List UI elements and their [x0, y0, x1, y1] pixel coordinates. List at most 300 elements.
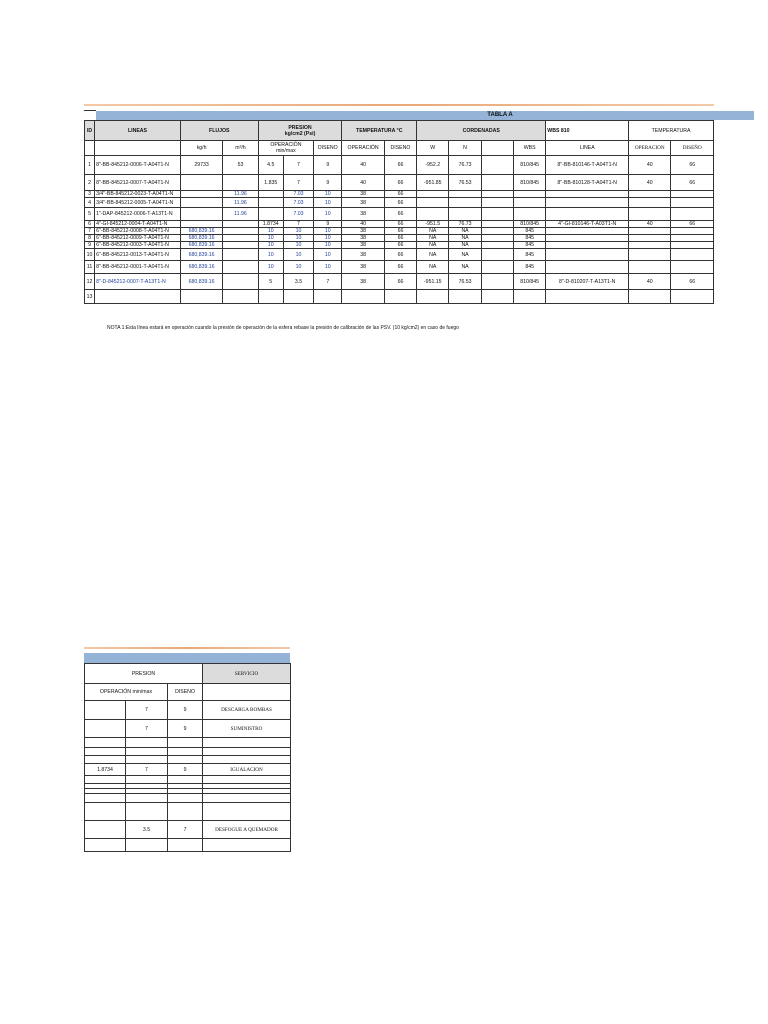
subheader-t-diseno: DISENO — [384, 141, 416, 156]
cell-pmin: 10 — [258, 261, 283, 274]
cell-id: 9 — [85, 242, 95, 249]
cell-top: 38 — [342, 228, 384, 235]
cell-linea2 — [546, 249, 629, 261]
cell-tdis: 66 — [384, 191, 416, 198]
cell-dis — [168, 738, 203, 748]
cell-blank — [481, 261, 513, 274]
cell-linea: 8"-BB-845212-0001-T-A04T1-N — [95, 261, 181, 274]
header-id: ID — [85, 121, 95, 141]
cell-tdis: 66 — [384, 249, 416, 261]
cell-linea2 — [546, 191, 629, 198]
cell-servicio: IGUALACION — [203, 764, 291, 776]
cell-pdis: 10 — [314, 191, 342, 198]
table-a-row — [85, 191, 714, 198]
table-b — [84, 663, 291, 852]
cell-blank — [481, 191, 513, 198]
table-b-row — [85, 748, 291, 756]
table-a-note: NOTA 1:Esta línea estará en operación cuando la presión de operación de la esfera rebase la presión de calibración de las PSV. (10 kg/cm2) en caso de fuego — [107, 325, 459, 331]
cell-tdis: 66 — [384, 156, 416, 175]
cell-w: -951.5 — [417, 221, 449, 228]
cell-min: 1.8734 — [85, 764, 126, 776]
cell-op2 — [629, 198, 671, 208]
header-presion: PRESION kg/cm2 (Psi) — [258, 121, 342, 141]
cell-w: NA — [417, 249, 449, 261]
cell-wbs — [514, 191, 546, 198]
cell-op2 — [629, 191, 671, 198]
cell-top: 38 — [342, 191, 384, 198]
cell-blank — [481, 274, 513, 290]
cell-kgh: 680,839.16 — [180, 228, 222, 235]
cell-m3h — [223, 235, 258, 242]
subheader-kgh: kg/h — [180, 141, 222, 156]
cell-w: -951.85 — [417, 175, 449, 191]
cell-linea: 8"-D-845212-0007-T-A13T1-N — [95, 274, 181, 290]
cell-linea: 3/4"-BB-845212-0023-T-A04T1-N — [95, 191, 181, 198]
cell-pmin — [258, 290, 283, 304]
cell-top: 38 — [342, 261, 384, 274]
cell-min — [85, 803, 126, 821]
cell-dis — [168, 839, 203, 852]
cell-blank — [481, 249, 513, 261]
cell-pdis: 9 — [314, 221, 342, 228]
table-b-row — [85, 756, 291, 764]
cell-pmin: 1.835 — [258, 175, 283, 191]
table-a-row — [85, 228, 714, 235]
cell-max — [126, 748, 168, 756]
cell-blank — [481, 198, 513, 208]
cell-linea: 6"-BB-845212-0003-T-A04T1-N — [95, 242, 181, 249]
table-b-row — [85, 794, 291, 803]
cell-kgh: 29733 — [180, 156, 222, 175]
table-b-subheader-operacion: OPERACIÓN min/max — [85, 684, 168, 701]
table-b-subheader-blank — [203, 684, 291, 701]
cell-blank — [481, 175, 513, 191]
cell-m3h: 11.96 — [223, 191, 258, 198]
cell-max — [126, 803, 168, 821]
cell-max: 7 — [126, 720, 168, 738]
cell-dis: 9 — [168, 764, 203, 776]
table-b-subheader-diseno: DISENO — [168, 684, 203, 701]
cell-op2 — [629, 261, 671, 274]
cell-pmin: 10 — [258, 249, 283, 261]
cell-min — [85, 756, 126, 764]
cell-max — [126, 839, 168, 852]
cell-tdis: 66 — [384, 221, 416, 228]
cell-kgh — [180, 198, 222, 208]
cell-pdis: 10 — [314, 208, 342, 221]
cell-dis — [168, 756, 203, 764]
table-b-header-servicio: SERVICIO — [203, 664, 291, 684]
cell-linea: 4"-GI-845212-0004-T-A04T1-N — [95, 221, 181, 228]
cell-pmax: 7 — [283, 175, 313, 191]
cell-wbs: 810/845 — [514, 274, 546, 290]
cell-wbs: 810/845 — [514, 221, 546, 228]
header-temperatura: TEMPERATURA °C — [342, 121, 417, 141]
table-b-row — [85, 803, 291, 821]
cell-top: 38 — [342, 249, 384, 261]
cell-kgh: 680,839.16 — [180, 274, 222, 290]
cell-id: 13 — [85, 290, 95, 304]
cell-pmax: 10 — [283, 249, 313, 261]
cell-m3h: 53 — [223, 156, 258, 175]
cell-w: -952.2 — [417, 156, 449, 175]
table-a-row — [85, 290, 714, 304]
cell-blank — [481, 290, 513, 304]
cell-m3h — [223, 175, 258, 191]
cell-blank — [481, 221, 513, 228]
table-a-header-row — [85, 121, 714, 141]
cell-w — [417, 208, 449, 221]
cell-m3h — [223, 249, 258, 261]
cell-min — [85, 839, 126, 852]
cell-n — [449, 191, 481, 198]
cell-tdis: 66 — [384, 242, 416, 249]
cell-min — [85, 776, 126, 784]
cell-pdis: 10 — [314, 242, 342, 249]
cell-pmin: 5 — [258, 274, 283, 290]
cell-w: NA — [417, 242, 449, 249]
cell-dis2: 66 — [671, 221, 714, 228]
cell-op2: 40 — [629, 221, 671, 228]
cell-pdis: 10 — [314, 198, 342, 208]
cell-linea2 — [546, 261, 629, 274]
subheader-diseno2: DISEÑO — [671, 141, 714, 156]
cell-pmax: 7.03 — [283, 208, 313, 221]
cell-blank — [481, 208, 513, 221]
cell-linea2: 8"-BB-810128-T-A04T1-N — [546, 175, 629, 191]
cell-linea: 1"-DAP-845212-0006-T-A13T1-N — [95, 208, 181, 221]
table-b-row — [85, 738, 291, 748]
cell-linea: 8"-BB-845212-0007-T-A04T1-N — [95, 175, 181, 191]
subheader-t-operacion: OPERACIÓN — [342, 141, 384, 156]
table-b-row — [85, 701, 291, 720]
cell-wbs: 845 — [514, 261, 546, 274]
cell-pmin: 10 — [258, 242, 283, 249]
cell-top: 40 — [342, 175, 384, 191]
cell-blank — [481, 156, 513, 175]
cell-dis2: 66 — [671, 274, 714, 290]
cell-pmax: 10 — [283, 235, 313, 242]
cell-id: 4 — [85, 198, 95, 208]
cell-w — [417, 290, 449, 304]
subheader-w: W — [417, 141, 449, 156]
cell-w — [417, 191, 449, 198]
cell-min — [85, 701, 126, 720]
cell-op2 — [629, 208, 671, 221]
cell-m3h — [223, 274, 258, 290]
cell-wbs — [514, 198, 546, 208]
cell-n: NA — [449, 242, 481, 249]
cell-op2: 40 — [629, 175, 671, 191]
top-orange-rule — [84, 104, 714, 106]
top-left-dash — [84, 110, 96, 111]
cell-linea2 — [546, 242, 629, 249]
cell-servicio: SUMINISTRO — [203, 720, 291, 738]
cell-linea2 — [546, 228, 629, 235]
cell-op2 — [629, 249, 671, 261]
cell-w: NA — [417, 261, 449, 274]
cell-kgh — [180, 221, 222, 228]
cell-servicio — [203, 748, 291, 756]
cell-pmax: 7 — [283, 221, 313, 228]
cell-top: 40 — [342, 221, 384, 228]
cell-servicio: DESCARGA BOMBAS — [203, 701, 291, 720]
cell-pmax: 10 — [283, 242, 313, 249]
cell-min — [85, 821, 126, 839]
cell-op2: 40 — [629, 156, 671, 175]
table-a-row — [85, 156, 714, 175]
cell-tdis: 66 — [384, 198, 416, 208]
cell-dis2: 66 — [671, 156, 714, 175]
cell-pmin — [258, 198, 283, 208]
cell-top: 38 — [342, 242, 384, 249]
cell-tdis: 66 — [384, 274, 416, 290]
cell-dis2 — [671, 191, 714, 198]
subheader-n: N — [449, 141, 481, 156]
cell-n: 76.73 — [449, 156, 481, 175]
cell-pdis: 9 — [314, 156, 342, 175]
header-temperatura2: TEMPERATURA — [629, 121, 714, 141]
cell-linea: 6"-BB-845212-0009-T-A04T1-N — [95, 235, 181, 242]
table-a-row — [85, 242, 714, 249]
cell-dis — [168, 803, 203, 821]
table-b-header-presion: PRESION — [85, 664, 203, 684]
cell-pmin: 1.8734 — [258, 221, 283, 228]
cell-op2 — [629, 228, 671, 235]
table-a — [84, 120, 714, 304]
cell-linea2: 8"-D-810207-T-A13T1-N — [546, 274, 629, 290]
cell-wbs: 810/845 — [514, 175, 546, 191]
cell-id: 1 — [85, 156, 95, 175]
table-b-row — [85, 764, 291, 776]
cell-kgh — [180, 191, 222, 198]
cell-servicio — [203, 776, 291, 784]
subheader-blank-id — [85, 141, 95, 156]
header-lineas: LINEAS — [95, 121, 181, 141]
cell-pdis — [314, 290, 342, 304]
table-b-orange-rule — [84, 647, 290, 649]
cell-id: 10 — [85, 249, 95, 261]
cell-op2 — [629, 290, 671, 304]
cell-dis2 — [671, 228, 714, 235]
cell-max — [126, 756, 168, 764]
cell-servicio — [203, 803, 291, 821]
cell-dis: 9 — [168, 701, 203, 720]
cell-tdis: 66 — [384, 208, 416, 221]
subheader-m3h: m³/h — [223, 141, 258, 156]
cell-pmax: 10 — [283, 261, 313, 274]
cell-n: NA — [449, 228, 481, 235]
cell-max — [126, 738, 168, 748]
table-a-row — [85, 198, 714, 208]
cell-w: NA — [417, 228, 449, 235]
cell-m3h — [223, 228, 258, 235]
table-b-blue-band — [84, 653, 290, 663]
subheader-operacion2: OPERACION — [629, 141, 671, 156]
table-a-row — [85, 249, 714, 261]
cell-op2 — [629, 242, 671, 249]
cell-dis2: 66 — [671, 175, 714, 191]
cell-top: 38 — [342, 208, 384, 221]
cell-linea: 6"-BB-845212-0008-T-A04T1-N — [95, 228, 181, 235]
table-b-subheader-row — [85, 684, 291, 701]
cell-linea2 — [546, 208, 629, 221]
cell-wbs: 845 — [514, 228, 546, 235]
cell-n — [449, 198, 481, 208]
cell-id: 2 — [85, 175, 95, 191]
table-a-row — [85, 221, 714, 228]
cell-top: 38 — [342, 235, 384, 242]
cell-pmin — [258, 191, 283, 198]
cell-pmin: 10 — [258, 235, 283, 242]
table-a-title-band — [96, 111, 754, 120]
table-a-row — [85, 175, 714, 191]
cell-dis2 — [671, 198, 714, 208]
cell-blank — [481, 242, 513, 249]
table-a-title: TABLA A — [487, 112, 513, 118]
cell-pmin: 10 — [258, 228, 283, 235]
cell-kgh — [180, 175, 222, 191]
cell-dis: 9 — [168, 720, 203, 738]
table-a-row — [85, 274, 714, 290]
cell-w — [417, 198, 449, 208]
cell-pdis: 10 — [314, 261, 342, 274]
cell-pdis: 7 — [314, 274, 342, 290]
cell-top: 40 — [342, 156, 384, 175]
cell-pdis: 9 — [314, 175, 342, 191]
cell-dis2 — [671, 235, 714, 242]
cell-wbs — [514, 290, 546, 304]
cell-n: 76.53 — [449, 274, 481, 290]
cell-pmax: 7.03 — [283, 191, 313, 198]
cell-w: NA — [417, 235, 449, 242]
cell-n: 76.73 — [449, 221, 481, 228]
cell-n — [449, 208, 481, 221]
cell-dis: 7 — [168, 821, 203, 839]
cell-wbs: 845 — [514, 249, 546, 261]
cell-wbs: 810/845 — [514, 156, 546, 175]
cell-top — [342, 290, 384, 304]
cell-pmax: 7.03 — [283, 198, 313, 208]
table-a-row — [85, 261, 714, 274]
cell-pmax: 3.5 — [283, 274, 313, 290]
cell-pmax: 7 — [283, 156, 313, 175]
cell-kgh: 680,839.16 — [180, 249, 222, 261]
table-a-row — [85, 208, 714, 221]
cell-m3h — [223, 221, 258, 228]
cell-linea — [95, 290, 181, 304]
cell-n: NA — [449, 261, 481, 274]
cell-pdis: 10 — [314, 249, 342, 261]
cell-max: 7 — [126, 764, 168, 776]
cell-kgh: 680,839.16 — [180, 242, 222, 249]
cell-m3h: 11.96 — [223, 208, 258, 221]
cell-id: 11 — [85, 261, 95, 274]
cell-op2: 40 — [629, 274, 671, 290]
cell-w: -951.15 — [417, 274, 449, 290]
cell-n: NA — [449, 249, 481, 261]
cell-n: 76.53 — [449, 175, 481, 191]
subheader-wbs: WBS — [514, 141, 546, 156]
cell-servicio: DESFOGUE A QUEMADOR — [203, 821, 291, 839]
cell-servicio — [203, 839, 291, 852]
table-b-row — [85, 839, 291, 852]
cell-linea2: 8"-BB-810146-T-A04T1-N — [546, 156, 629, 175]
cell-pmin: 4.5 — [258, 156, 283, 175]
cell-tdis — [384, 290, 416, 304]
cell-m3h — [223, 261, 258, 274]
table-b-row — [85, 821, 291, 839]
cell-max: 7 — [126, 701, 168, 720]
cell-pmax: 10 — [283, 228, 313, 235]
subheader-blank-lineas — [95, 141, 181, 156]
cell-wbs — [514, 208, 546, 221]
cell-m3h: 11.96 — [223, 198, 258, 208]
subheader-diseno: DISENO — [314, 141, 342, 156]
cell-wbs: 845 — [514, 242, 546, 249]
cell-min — [85, 738, 126, 748]
cell-pdis: 10 — [314, 235, 342, 242]
cell-dis2 — [671, 290, 714, 304]
cell-id: 6 — [85, 221, 95, 228]
cell-servicio — [203, 756, 291, 764]
cell-min — [85, 794, 126, 803]
cell-min — [85, 748, 126, 756]
subheader-operacion: OPERACIÓN min/max — [258, 141, 314, 156]
cell-dis — [168, 794, 203, 803]
table-b-row — [85, 776, 291, 784]
cell-n: NA — [449, 235, 481, 242]
cell-linea: 8"-BB-845212-0006-T-A04T1-N — [95, 156, 181, 175]
cell-id: 8 — [85, 235, 95, 242]
cell-max: 3.5 — [126, 821, 168, 839]
cell-linea2: 4"-GI-810146-T-A03T1-N — [546, 221, 629, 228]
cell-m3h — [223, 290, 258, 304]
cell-top: 38 — [342, 198, 384, 208]
cell-min — [85, 720, 126, 738]
cell-dis2 — [671, 242, 714, 249]
cell-tdis: 66 — [384, 228, 416, 235]
cell-pdis: 10 — [314, 228, 342, 235]
header-coordenadas: CORDENADAS — [417, 121, 546, 141]
cell-kgh — [180, 208, 222, 221]
cell-top: 38 — [342, 274, 384, 290]
cell-linea2 — [546, 235, 629, 242]
cell-dis2 — [671, 249, 714, 261]
cell-id: 7 — [85, 228, 95, 235]
table-a-row — [85, 235, 714, 242]
cell-linea: 6"-BB-845212-0013-T-A04T1-N — [95, 249, 181, 261]
cell-max — [126, 776, 168, 784]
cell-pmax — [283, 290, 313, 304]
cell-wbs: 845 — [514, 235, 546, 242]
cell-tdis: 66 — [384, 235, 416, 242]
cell-dis2 — [671, 208, 714, 221]
header-flujos: FLUJOS — [180, 121, 258, 141]
cell-pmin — [258, 208, 283, 221]
cell-servicio — [203, 794, 291, 803]
cell-dis — [168, 748, 203, 756]
cell-dis — [168, 776, 203, 784]
cell-servicio — [203, 738, 291, 748]
cell-kgh: 680,839.16 — [180, 235, 222, 242]
cell-n — [449, 290, 481, 304]
subheader-linea: LINEA — [546, 141, 629, 156]
subheader-blank — [481, 141, 513, 156]
table-b-header-row — [85, 664, 291, 684]
header-wbs810: WBS 810 — [546, 121, 629, 141]
cell-blank — [481, 235, 513, 242]
